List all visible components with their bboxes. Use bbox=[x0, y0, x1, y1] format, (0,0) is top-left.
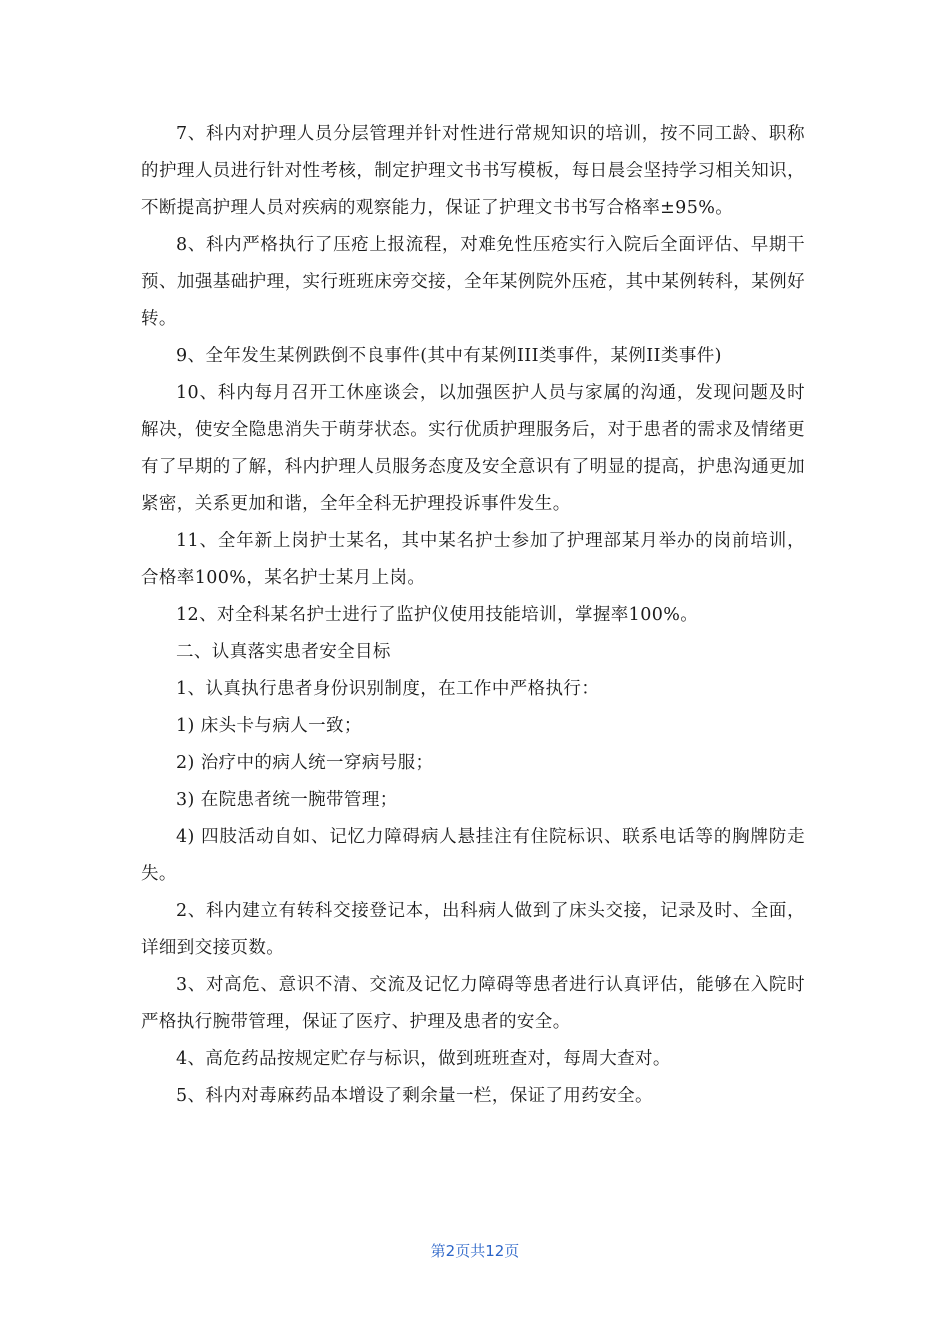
sub-item-1: 1) 床头卡与病人一致； bbox=[176, 716, 362, 736]
paragraph-item-1: 1、认真执行患者身份识别制度，在工作中严格执行： bbox=[176, 679, 600, 699]
paragraph-item-12: 12、对全科某名护士进行了监护仪使用技能培训，掌握率100%。 bbox=[176, 605, 699, 625]
page-number: 第2页共12页 bbox=[430, 1242, 520, 1260]
paragraph-item-4: 4、高危药品按规定贮存与标识，做到班班查对，每周大查对。 bbox=[176, 1049, 671, 1069]
sub-item-2: 2) 治疗中的病人统一穿病号服； bbox=[176, 753, 434, 773]
paragraph-item-11: 11、全年新上岗护士某名，其中某名护士参加了护理部某月举办的岗前培训，合格率100%，某名护士某月上岗。 bbox=[141, 531, 805, 588]
paragraph-item-2: 2、科内建立有转科交接登记本，出科病人做到了床头交接，记录及时、全面，详细到交接页数。 bbox=[141, 901, 805, 958]
paragraph-item-9: 9、全年发生某例跌倒不良事件(其中有某例III类事件，某例II类事件) bbox=[176, 346, 722, 366]
document-body bbox=[141, 116, 805, 1115]
sub-item-4: 4) 四肢活动自如、记忆力障碍病人悬挂注有住院标识、联系电话等的胸牌防走失。 bbox=[141, 827, 805, 884]
paragraph-item-8: 8、科内严格执行了压疮上报流程，对难免性压疮实行入院后全面评估、早期干预、加强基础护理，实行班班床旁交接，全年某例院外压疮，其中某例转科，某例好转。 bbox=[141, 235, 805, 329]
section-heading: 二、认真落实患者安全目标 bbox=[176, 642, 391, 662]
paragraph-item-10: 10、科内每月召开工休座谈会，以加强医护人员与家属的沟通，发现问题及时解决，使安全隐患消失于萌芽状态。实行优质护理服务后，对于患者的需求及情绪更有了早期的了解，科内护理人员服务态度及安全意识有了明显的提高，护患沟通更加紧密，关系更加和谐，全年全科无护理投诉事件发生。 bbox=[141, 383, 805, 514]
paragraph-item-5: 5、科内对毒麻药品本增设了剩余量一栏，保证了用药安全。 bbox=[176, 1086, 653, 1106]
sub-item-3: 3) 在院患者统一腕带管理； bbox=[176, 790, 398, 810]
paragraph-item-3: 3、对高危、意识不清、交流及记忆力障碍等患者进行认真评估，能够在入院时严格执行腕带管理，保证了医疗、护理及患者的安全。 bbox=[141, 975, 805, 1032]
paragraph-item-7: 7、科内对护理人员分层管理并针对性进行常规知识的培训，按不同工龄、职称的护理人员进行针对性考核，制定护理文书书写模板，每日晨会坚持学习相关知识，不断提高护理人员对疾病的观察能力，保证了护理文书书写合格率±95%。 bbox=[141, 124, 805, 218]
